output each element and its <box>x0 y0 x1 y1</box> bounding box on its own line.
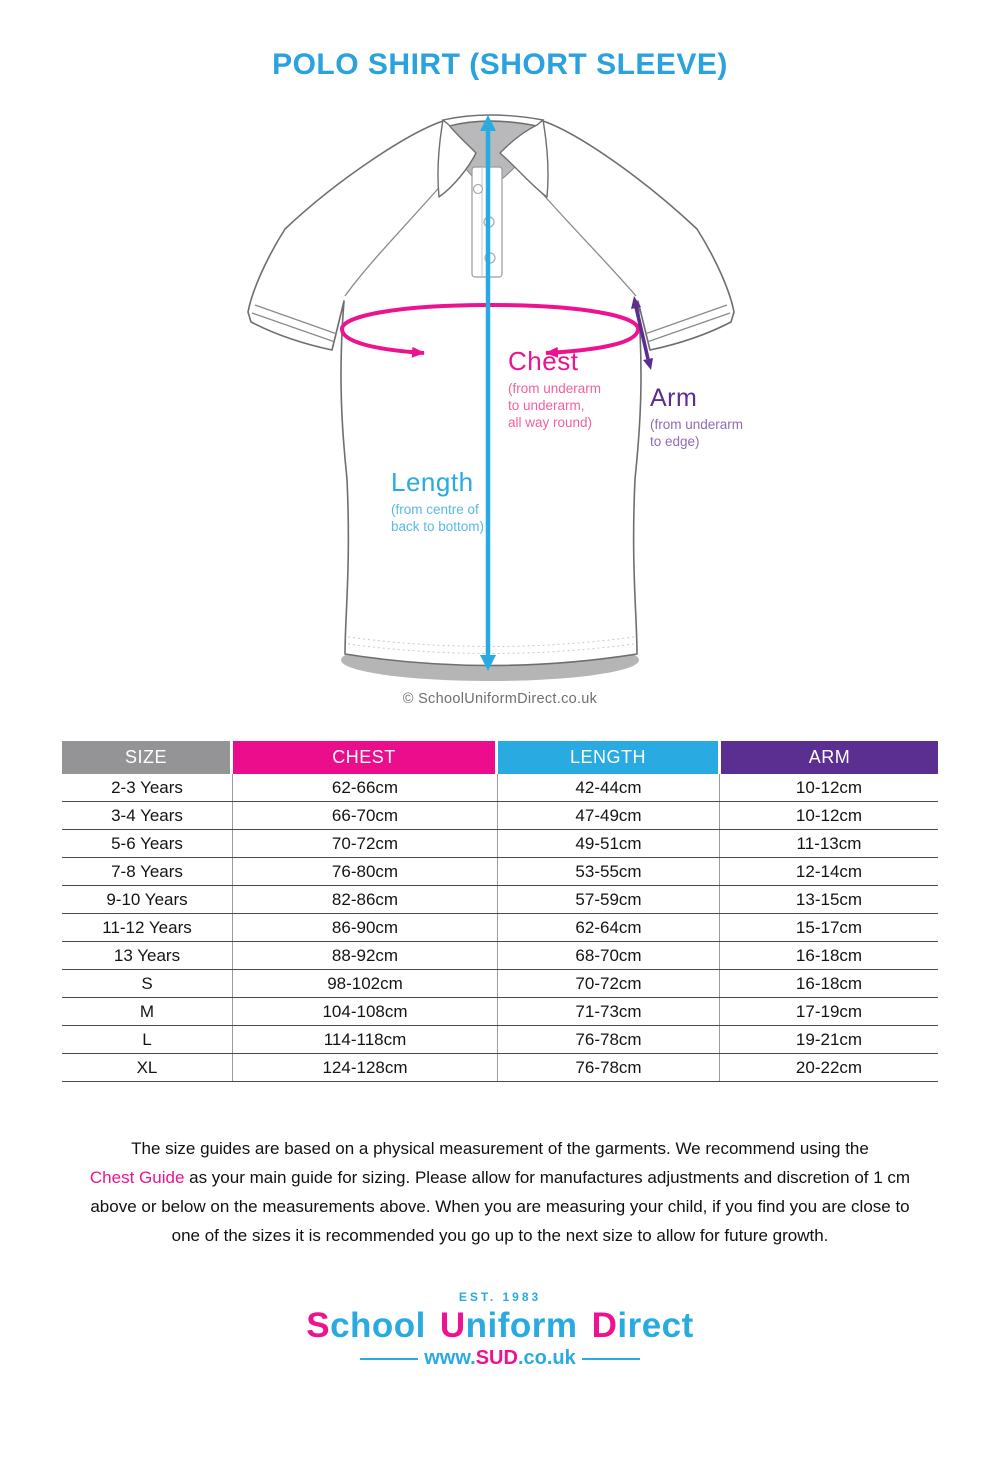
table-row <box>62 1054 938 1082</box>
page-title: POLO SHIRT (SHORT SLEEVE) <box>272 48 728 81</box>
logo-dash-right <box>582 1358 640 1360</box>
table-cell: 62-64cm <box>497 914 719 941</box>
table-row <box>62 942 938 970</box>
table-cell: 68-70cm <box>497 942 719 969</box>
table-row <box>62 802 938 830</box>
size-table-body <box>62 774 938 1082</box>
chest-label-title: Chest <box>508 346 579 376</box>
size-table-header <box>62 741 938 774</box>
table-cell: 10-12cm <box>719 802 938 829</box>
table-cell: 13-15cm <box>719 886 938 913</box>
table-row <box>62 998 938 1026</box>
table-cell: 76-80cm <box>232 858 497 885</box>
logo-wordmark: School Uniform Direct <box>306 1306 694 1345</box>
arm-label-title: Arm <box>650 384 698 412</box>
table-cell: L <box>142 1030 152 1049</box>
arm-label-sub: (from underarm to edge) <box>650 417 744 450</box>
column-header-size: SIZE <box>62 741 230 774</box>
column-header-chest: CHEST <box>233 741 495 774</box>
table-cell: 16-18cm <box>719 970 938 997</box>
button <box>474 185 483 194</box>
column-header-arm: ARM <box>721 741 938 774</box>
table-row <box>62 1026 938 1054</box>
arm-label <box>650 385 743 450</box>
table-cell: 82-86cm <box>232 886 497 913</box>
table-cell: XL <box>136 1058 158 1077</box>
table-cell: 124-128cm <box>232 1054 497 1081</box>
table-cell: M <box>139 1002 155 1021</box>
table-cell: 76-78cm <box>497 1026 719 1053</box>
table-row <box>62 970 938 998</box>
table-cell: 49-51cm <box>497 830 719 857</box>
table-cell: 11-12 Years <box>102 918 192 937</box>
table-row <box>62 886 938 914</box>
size-table <box>62 741 938 1082</box>
table-cell: 57-59cm <box>497 886 719 913</box>
table-cell: 9-10 Years <box>106 890 188 909</box>
length-label-sub: (from centre of back to bottom) <box>391 502 485 535</box>
table-cell: 70-72cm <box>232 830 497 857</box>
table-cell: 3-4 Years <box>111 806 183 825</box>
table-cell: 15-17cm <box>719 914 938 941</box>
length-label-title: Length <box>391 467 474 497</box>
table-row <box>62 774 938 802</box>
column-header-length: LENGTH <box>498 741 718 774</box>
sizing-note: The size guides are based on a physical measurement of the garments. We recommend using the Chest Guide as your main guide for sizing. Please allow for manufactures adjustments and discretion of 1 cm above or below on the measurements above. When you are measuring your child, if you find you are close to one of the sizes it is recommended you go up to the next size to allow for future growth. <box>89 1139 911 1245</box>
table-cell: 42-44cm <box>497 774 719 801</box>
table-cell: 71-73cm <box>497 998 719 1025</box>
brand-logo <box>0 1290 1000 1370</box>
table-cell: 76-78cm <box>497 1054 719 1081</box>
table-cell: 20-22cm <box>719 1054 938 1081</box>
table-cell: 104-108cm <box>232 998 497 1025</box>
figure-copyright: © SchoolUniformDirect.co.uk <box>402 691 598 707</box>
chest-label-sub: (from underarm to underarm, all way round) <box>508 381 602 431</box>
table-cell: 11-13cm <box>719 830 938 857</box>
table-cell: 13 Years <box>113 946 181 965</box>
table-cell: 17-19cm <box>719 998 938 1025</box>
table-cell: 66-70cm <box>232 802 497 829</box>
table-cell: 70-72cm <box>497 970 719 997</box>
table-row <box>62 858 938 886</box>
chest-guide-link: Chest Guide <box>89 1168 185 1187</box>
table-cell: 10-12cm <box>719 774 938 801</box>
table-cell: 114-118cm <box>232 1026 497 1053</box>
table-cell: 88-92cm <box>232 942 497 969</box>
table-cell: 2-3 Years <box>111 778 183 797</box>
table-cell: 16-18cm <box>719 942 938 969</box>
table-cell: S <box>141 974 153 993</box>
logo-dash-left <box>360 1358 418 1360</box>
table-row <box>62 914 938 942</box>
logo-established: EST. 1983 <box>458 1290 542 1304</box>
table-row <box>62 830 938 858</box>
table-cell: 47-49cm <box>497 802 719 829</box>
chest-label <box>508 348 601 431</box>
length-label <box>391 469 484 535</box>
table-cell: 62-66cm <box>232 774 497 801</box>
table-cell: 19-21cm <box>719 1026 938 1053</box>
table-cell: 53-55cm <box>497 858 719 885</box>
table-cell: 5-6 Years <box>111 834 183 853</box>
table-cell: 12-14cm <box>719 858 938 885</box>
size-guide-figure <box>0 108 1000 725</box>
table-cell: 98-102cm <box>232 970 497 997</box>
table-cell: 7-8 Years <box>111 862 183 881</box>
logo-url: www. SUD .co.uk <box>0 1347 1000 1370</box>
table-cell: 86-90cm <box>232 914 497 941</box>
